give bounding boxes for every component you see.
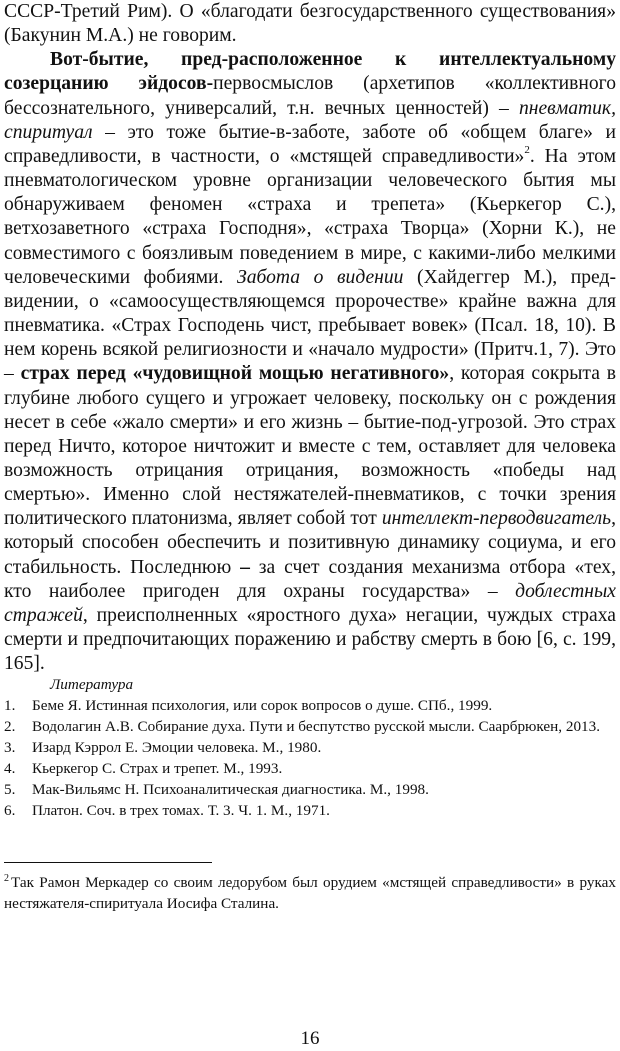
literature-item-text: Водолагин А.В. Собирание духа. Пути и беспутство русской мысли. Саарбрюкен, 2013. <box>32 718 601 735</box>
italic-term: пневматик, спиритуал <box>4 97 616 143</box>
literature-item-text: Мак-Вильямс Н. Психоаналитическая диагностика. М., 1998. <box>32 781 429 798</box>
literature-list <box>4 695 616 821</box>
text-run: первосмыслов (архетипов «коллективного бессознательного, универсалий, т.н. вечных ценностей) – <box>4 73 616 119</box>
text-run: – это тоже бытие-в-заботе, заботе об «общем благе» и справедливости, в частности, о «мстящей справедливости» <box>4 121 616 167</box>
literature-item <box>4 758 616 779</box>
literature-item-text: Платон. Соч. в трех томах. Т. 3. Ч. 1. М., 1971. <box>32 802 330 819</box>
literature-item-number: 1. <box>4 697 16 714</box>
italic-term: интеллект-перводвигатель <box>381 508 612 530</box>
footnote-text: Так Рамон Меркадер со своим ледорубом был орудием «мстящей справедливости» в руках нестяжателя-спиритуала Иосифа Сталина. <box>4 874 616 912</box>
footnote <box>4 872 616 914</box>
paragraph-1: СССР-Третий Рим). О «благодати безгосударственного существования» (Бакунин М.А.) не говорим. <box>4 1 616 47</box>
text-run: (Хайдеггер М.), пред-видении, о «самоосуществляющемся пророчестве» крайне важна для пневматика. «Страх Господень чист, пребывает вовек» (Псал. 18, 10). В нем корень всякой религиозности и «начало мудрости» (Притч.1, 7). Это – <box>4 266 616 385</box>
main-text <box>4 0 616 676</box>
bold-lead-phrase: Вот-бытие, пред-расположенное к интеллектуальному созерцанию эйдосов- <box>4 49 616 95</box>
literature-item-text: Изард Кэррол Е. Эмоции человека. М., 1980. <box>32 739 322 756</box>
footnote-reference: 2 <box>524 143 530 156</box>
literature-item <box>4 737 616 758</box>
literature-item-number: 3. <box>4 739 16 756</box>
footnote-divider <box>4 862 212 863</box>
text-run: , которая сокрыта в глубине любого сущего и угрожает человеку, поскольку он с рождения несет в себе «жало смерти» и его жизнь – бытие-под-угрозой. Это страх перед Ничто, которое ничтожит и вместе с тем, оставляет для человека возможность отрицания отрицания, возможность «победы над смертью». Именно слой нестяжателей-пневматиков, с точки зрения политического платонизма, являет собой тот <box>4 363 616 530</box>
italic-term: доблестных стражей <box>4 580 616 626</box>
bold-dash: – <box>240 556 250 578</box>
bold-phrase: страх перед «чудовищной мощью негативного» <box>20 363 450 385</box>
literature-item <box>4 695 616 716</box>
text-run: , который способен обеспечить и позитивную динамику социума, и его стабильность. Последнюю <box>4 508 616 578</box>
literature-item-number: 2. <box>4 718 16 735</box>
literature-item-number: 5. <box>4 781 16 798</box>
literature-item-text: Беме Я. Истинная психология, или сорок вопросов о душе. СПб., 1999. <box>32 697 493 714</box>
literature-item <box>4 779 616 800</box>
italic-term: Забота о видении <box>237 266 404 288</box>
page-number: 16 <box>300 1028 320 1049</box>
paragraph-2 <box>4 48 616 676</box>
literature-item-text: Кьеркегор С. Страх и трепет. М., 1993. <box>32 760 283 777</box>
text-run: за счет создания механизма отбора «тех, кто наиболее пригоден для охраны государства» – <box>4 556 616 602</box>
footnote-marker: 2 <box>4 873 9 884</box>
text-run: . На этом пневматологическом уровне организации человеческого бытия мы обнаруживаем феномен «страха и трепета» (Кьеркегор С.), ветхозаветного «страха Господня», «страха Творца» (Хорни К.), не совместимого с боязливым поведением в мире, с какими-либо мелкими человеческими фобиями. <box>4 145 616 288</box>
book-page <box>4 0 616 1051</box>
literature-item-number: 4. <box>4 760 16 777</box>
literature-item-number: 6. <box>4 802 16 819</box>
text-run: , преисполненных «яростного духа» негации, чуждых страха смерти и предпочитающих поражению и рабству смерть в бою [6, с. 199, 165]. <box>4 604 616 675</box>
literature-heading: Литература <box>50 676 134 693</box>
literature-item <box>4 716 616 737</box>
literature-item <box>4 800 616 821</box>
